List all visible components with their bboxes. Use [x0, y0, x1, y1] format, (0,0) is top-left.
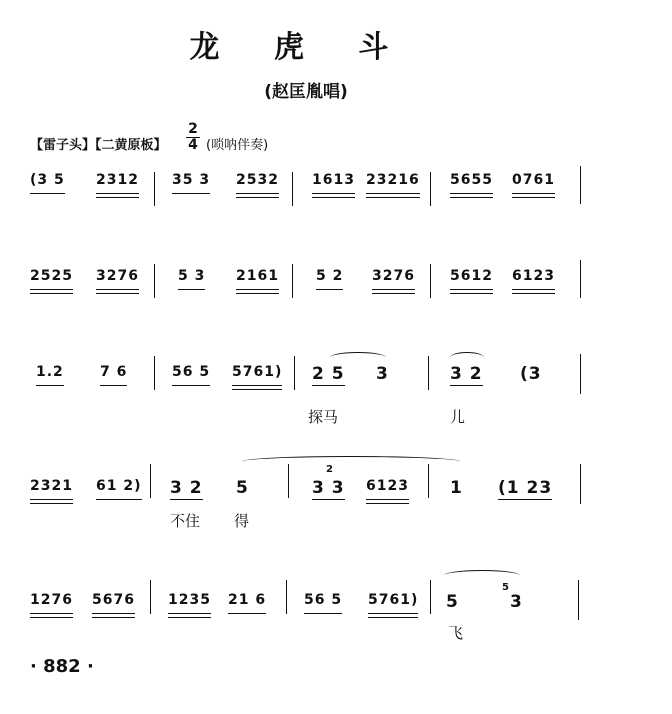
beam-line [30, 617, 73, 618]
note-group: 2321 [30, 478, 73, 494]
note-group: 3 [376, 364, 389, 384]
beam-line [366, 503, 409, 504]
beam-line [372, 293, 415, 294]
beam-line [512, 293, 555, 294]
bar-line [580, 464, 581, 504]
note-group: (3 5 [30, 172, 65, 188]
lyric-text: 得 [234, 512, 250, 530]
note-group: 2161 [236, 268, 279, 284]
note-group: 5 [446, 592, 459, 612]
beam-line [304, 613, 342, 614]
note-group: 3 2 [450, 364, 483, 384]
beam-line [312, 499, 345, 500]
note-group: (1 23 [498, 478, 553, 498]
beam-line [178, 289, 205, 290]
beam-line [36, 385, 64, 386]
grace-note: 2 [326, 464, 333, 475]
beam-line [96, 197, 139, 198]
accompaniment-note: (唢呐伴奏) [206, 138, 269, 153]
note-group: 56 5 [172, 364, 210, 380]
beam-line [512, 289, 555, 290]
score-line-1 [30, 172, 590, 252]
bar-line [578, 580, 579, 620]
note-group: 2532 [236, 172, 279, 188]
beam-line [450, 385, 483, 386]
bar-line [154, 172, 155, 206]
time-bottom: 4 [188, 137, 198, 153]
beam-line [498, 499, 552, 500]
beam-line [100, 385, 127, 386]
bar-line [430, 264, 431, 298]
slur-mark [444, 570, 520, 581]
note-group: 5 2 [316, 268, 343, 284]
note-group: 5761) [232, 364, 282, 380]
beam-line [312, 193, 355, 194]
note-group: 5761) [368, 592, 418, 608]
beam-line [450, 293, 493, 294]
note-group: 6123 [512, 268, 555, 284]
score-line-5 [30, 582, 590, 672]
bar-line [428, 464, 429, 498]
beam-line [170, 499, 203, 500]
time-top: 2 [186, 122, 200, 138]
note-group: 3 3 [312, 478, 345, 498]
bar-line [286, 580, 287, 614]
note-group: 2312 [96, 172, 139, 188]
lyric-text: 探马 [308, 408, 339, 426]
beam-line [30, 289, 73, 290]
bar-line [154, 264, 155, 298]
note-group: 1613 [312, 172, 355, 188]
score-line-4 [30, 464, 590, 558]
note-group: 35 3 [172, 172, 210, 188]
beam-line [316, 289, 343, 290]
score-line-3 [30, 364, 590, 444]
bar-line [430, 580, 431, 614]
lyric-text: 不住 [170, 512, 201, 530]
beam-line [172, 385, 210, 386]
beam-line [236, 293, 279, 294]
note-group: 1276 [30, 592, 73, 608]
beam-line [92, 613, 135, 614]
note-group: 5 [236, 478, 249, 498]
bar-line [580, 166, 581, 204]
note-group: 2525 [30, 268, 73, 284]
note-group: 5612 [450, 268, 493, 284]
beam-line [450, 289, 493, 290]
beam-line [30, 293, 73, 294]
page-subtitle: (赵匡胤唱) [264, 82, 348, 102]
note-group: 3 2 [170, 478, 203, 498]
note-group: 5 3 [178, 268, 205, 284]
note-group: 56 5 [304, 592, 342, 608]
note-group: 5676 [92, 592, 135, 608]
beam-line [96, 293, 139, 294]
beam-line [450, 197, 493, 198]
beam-line [30, 503, 73, 504]
beam-line [366, 499, 409, 500]
bar-line [428, 356, 429, 390]
beam-line [366, 197, 420, 198]
note-group: 1.2 [36, 364, 64, 380]
note-group: 23216 [366, 172, 420, 188]
note-group: 2 5 [312, 364, 345, 384]
note-group: 3 [510, 592, 523, 612]
note-group: 3276 [372, 268, 415, 284]
beam-line [312, 197, 355, 198]
bar-line [294, 356, 295, 390]
beam-line [232, 389, 282, 390]
note-group: 61 2) [96, 478, 142, 494]
lyric-text: 儿 [450, 408, 466, 426]
beam-line [236, 197, 279, 198]
slur-mark [330, 352, 386, 363]
beam-line [236, 193, 279, 194]
beam-line [312, 385, 345, 386]
beam-line [96, 289, 139, 290]
grace-note: 5 [502, 582, 509, 593]
bar-line [154, 356, 155, 390]
beam-line [450, 193, 493, 194]
beam-line [92, 617, 135, 618]
bar-line [288, 464, 289, 498]
beam-line [168, 613, 211, 614]
mode-label: 【雷子头】【二黄原板】 [30, 138, 167, 153]
note-group: (3 [520, 364, 542, 384]
beam-line [232, 385, 282, 386]
beam-line [96, 193, 139, 194]
bar-line [580, 260, 581, 298]
beam-line [228, 613, 266, 614]
beam-line [30, 613, 73, 614]
bar-line [580, 354, 581, 394]
note-group: 21 6 [228, 592, 266, 608]
note-group: 3276 [96, 268, 139, 284]
beam-line [96, 499, 142, 500]
lyric-text: 飞 [448, 624, 464, 642]
time-signature [186, 122, 200, 153]
note-group: 7 6 [100, 364, 127, 380]
bar-line [292, 264, 293, 298]
beam-line [512, 197, 555, 198]
beam-line [30, 499, 73, 500]
note-group: 0761 [512, 172, 555, 188]
beam-line [168, 617, 211, 618]
page-number: · 882 · [30, 656, 94, 677]
bar-line [430, 172, 431, 206]
page-title: 龙 虎 斗 [189, 30, 411, 65]
beam-line [372, 289, 415, 290]
note-group: 1235 [168, 592, 211, 608]
note-group: 5655 [450, 172, 493, 188]
beam-line [30, 193, 65, 194]
beam-line [512, 193, 555, 194]
beam-line [236, 289, 279, 290]
bar-line [292, 172, 293, 206]
beam-line [368, 613, 418, 614]
bar-line [150, 580, 151, 614]
slur-mark [450, 352, 484, 363]
score-line-2 [30, 268, 590, 348]
beam-line [172, 193, 210, 194]
note-group: 1 [450, 478, 463, 498]
beam-line [368, 617, 418, 618]
beam-line [366, 193, 420, 194]
bar-line [150, 464, 151, 498]
note-group: 6123 [366, 478, 409, 494]
